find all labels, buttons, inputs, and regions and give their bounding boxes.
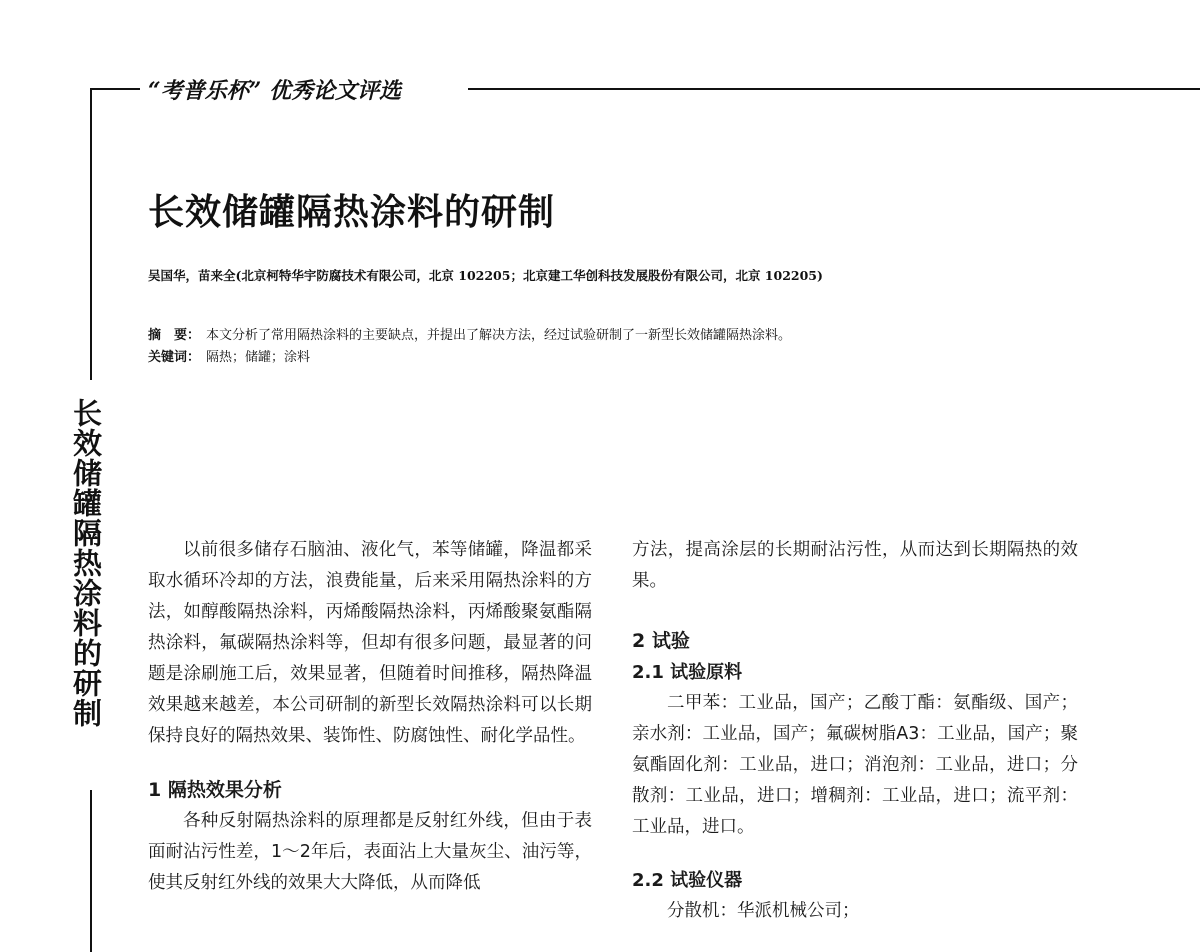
section-2-2-heading: 2.2 试验仪器 bbox=[632, 870, 743, 891]
series-title: “考普乐杯” 优秀论文评选 bbox=[148, 78, 401, 104]
keywords-text: 隔热；储罐；涂料 bbox=[206, 350, 311, 365]
right-column bbox=[632, 535, 1078, 927]
continuation-paragraph: 方法，提高涂层的长期耐沾污性，从而达到长期隔热的效果。 bbox=[632, 540, 1078, 591]
keywords bbox=[148, 346, 310, 365]
section-2-2-paragraph: 分散机：华派机械公司； bbox=[667, 901, 860, 921]
section-2-heading: 2 试验 bbox=[632, 630, 690, 652]
abstract-label: 摘 要： bbox=[148, 328, 201, 343]
keywords-label: 关键词： bbox=[148, 350, 201, 365]
section-1-heading: 1 隔热效果分析 bbox=[148, 779, 282, 801]
abstract bbox=[148, 324, 791, 343]
header-rule-right bbox=[468, 88, 1200, 90]
author-line: 吴国华，苗来全(北京柯特华宇防腐技术有限公司，北京 102205；北京建工华创科技发展股份有限公司，北京 102205) bbox=[148, 268, 823, 283]
margin-rule-lower bbox=[90, 790, 92, 952]
abstract-text: 本文分析了常用隔热涂料的主要缺点，并提出了解决方法，经过试验研制了一新型长效储罐隔热涂料。 bbox=[206, 328, 792, 343]
left-column bbox=[148, 535, 592, 899]
margin-rule-upper bbox=[90, 88, 92, 380]
section-1-paragraph: 各种反射隔热涂料的原理都是反射红外线，但由于表面耐沾污性差，1～2年后，表面沾上大量灰尘、油污等，使其反射红外线的效果大大降低，从而降低 bbox=[148, 811, 592, 893]
header-rule-left bbox=[90, 88, 140, 90]
article-title: 长效储罐隔热涂料的研制 bbox=[148, 192, 556, 233]
section-2-1-heading: 2.1 试验原料 bbox=[632, 662, 743, 683]
vertical-running-title: 长效储罐隔热涂料的研制 bbox=[69, 398, 103, 728]
section-2-1-paragraph: 二甲苯：工业品，国产；乙酸丁酯：氨酯级、国产；亲水剂：工业品，国产；氟碳树脂A3：工业品，国产；聚氨酯固化剂：工业品，进口；消泡剂：工业品，进口；分散剂：工业品，进口；增稠剂：工业品，进口；流平剂：工业品，进口。 bbox=[632, 693, 1078, 837]
intro-paragraph: 以前很多储存石脑油、液化气，苯等储罐，降温都采取水循环冷却的方法，浪费能量，后来采用隔热涂料的方法，如醇酸隔热涂料，丙烯酸隔热涂料，丙烯酸聚氨酯隔热涂料，氟碳隔热涂料等，但却有很多问题，最显著的问题是涂刷施工后，效果显著，但随着时间推移，隔热降温效果越来越差，本公司研制的新型长效隔热涂料可以长期保持良好的隔热效果、装饰性、防腐蚀性、耐化学品性。 bbox=[148, 540, 592, 746]
